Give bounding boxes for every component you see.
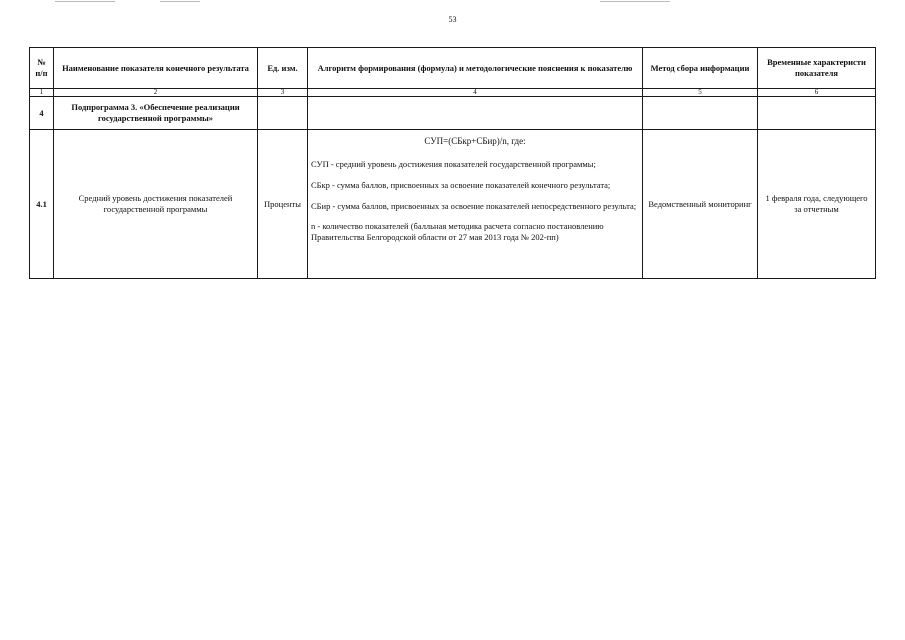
column-number: 6 (758, 89, 876, 97)
column-number: 5 (643, 89, 758, 97)
scan-edge-line (160, 1, 200, 2)
scan-edge-line (600, 1, 670, 2)
header-method: Метод сбора информации (643, 48, 758, 89)
subprogram-title: Подпрограмма 3. «Обеспечение реализации государственной программы» (54, 97, 258, 130)
indicator-name: Средний уровень достижения показателей государственной программы (54, 130, 258, 279)
subprogram-row (30, 97, 876, 130)
header-indicator-name: Наименование показателя конечного результата (54, 48, 258, 89)
page-number: 53 (448, 15, 457, 24)
indicator-table (29, 47, 876, 279)
indicator-method: Ведомственный мониторинг (643, 130, 758, 279)
explanation-n: n - количество показателей (балльная методика расчета согласно постановлению Правительства Белгородской области от 27 мая 2013 года № 202-пп) (311, 221, 604, 242)
header-algorithm: Алгоритм формирования (формула) и методологические пояснения к показателю (308, 48, 643, 89)
empty-cell (758, 97, 876, 130)
explanation-sbkr: СБкр - сумма баллов, присвоенных за освоение показателей конечного результата; (311, 179, 611, 190)
header-number: № п/п (30, 48, 54, 89)
formula: СУП=(СБкр+СБир)/n, где: (424, 136, 526, 146)
empty-cell (258, 97, 308, 130)
indicator-row (30, 130, 876, 279)
column-number-row (30, 89, 876, 97)
header-unit: Ед. изм. (258, 48, 308, 89)
scan-edge-line (55, 1, 115, 2)
header-row (30, 48, 876, 89)
indicator-unit: Проценты (258, 130, 308, 279)
explanation-sup: СУП - средний уровень достижения показателей государственной программы; (311, 159, 596, 170)
explanation-sbir: СБир - сумма баллов, присвоенных за освоение показателей непосредственного результа; (311, 200, 637, 211)
indicator-timing: 1 февраля года, следующего за отчетным (758, 130, 876, 279)
indicator-number: 4.1 (30, 130, 54, 279)
column-number: 3 (258, 89, 308, 97)
empty-cell (308, 97, 643, 130)
header-timing: Временные характеристи показателя (758, 48, 876, 89)
column-number: 1 (30, 89, 54, 97)
indicator-algorithm (308, 130, 643, 279)
empty-cell (643, 97, 758, 130)
column-number: 4 (308, 89, 643, 97)
subprogram-number: 4 (30, 97, 54, 130)
column-number: 2 (54, 89, 258, 97)
